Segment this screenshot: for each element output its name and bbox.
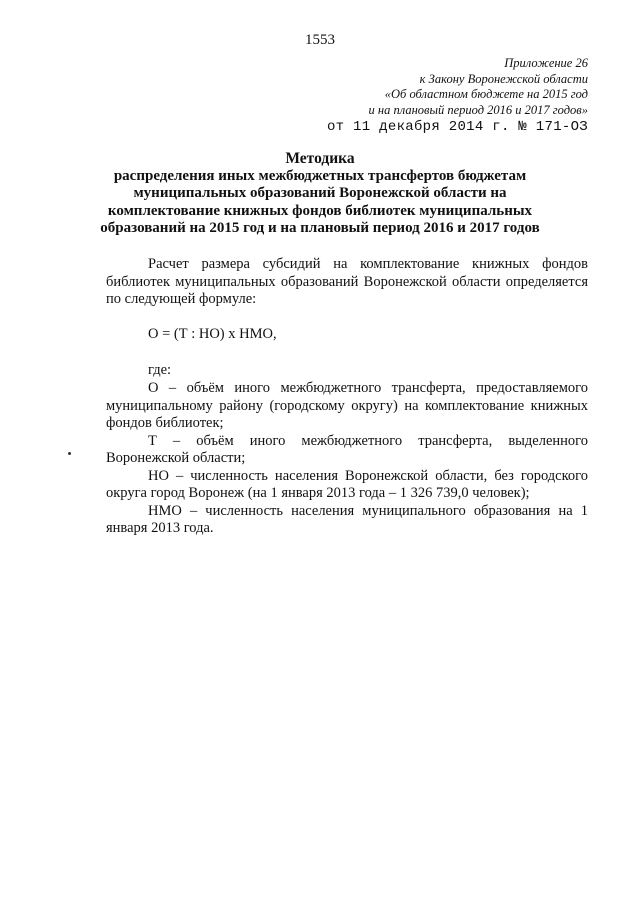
- formula: О = (Т : НО) х НМО,: [148, 326, 277, 342]
- title-line-3: комплектование книжных фондов библиотек муниципальных: [107, 202, 533, 219]
- appendix-line-1: Приложение 26: [504, 56, 588, 70]
- title-line-4: образований на 2015 год и на плановый период 2016 и 2017 годов: [100, 220, 540, 236]
- intro-text: Расчет размера субсидий на комплектование книжных фондов библиотек муниципальных образований Воронежской области определяется по следующей формуле:: [106, 256, 588, 307]
- law-date-stamp: от 11 декабря 2014 г. № 171-ОЗ: [326, 119, 588, 135]
- title-line-1: распределения иных межбюджетных трансфертов бюджетам: [113, 167, 527, 184]
- title-line-2: муниципальных образований Воронежской области на: [133, 185, 507, 201]
- appendix-line-3: «Об областном бюджете на 2015 год: [384, 87, 588, 101]
- intro-paragraph: [106, 256, 588, 309]
- appendix-line-4: и на плановый период 2016 и 2017 годов»: [368, 102, 588, 117]
- title-main: Методика: [285, 150, 355, 167]
- appendix-header: [327, 56, 588, 136]
- definition-t: Т – объём иного межбюджетного трансферта, выделенного Воронежской области;: [106, 432, 588, 466]
- definition-no: НО – численность населения Воронежской области, без городского округа город Воронеж (на 1 января 2013 года – 1 326 739,0 человек);: [106, 467, 588, 501]
- page-number: 1553: [305, 32, 335, 48]
- appendix-line-2: к Закону Воронежской области: [419, 71, 588, 86]
- where-label: где:: [148, 362, 172, 378]
- definition-nmo: НМО – численность населения муниципального образования на 1 января 2013 года.: [106, 502, 588, 536]
- document-title: [60, 150, 580, 238]
- definitions-list: [106, 380, 588, 538]
- scan-speck: [68, 452, 71, 455]
- definition-o: О – объём иного межбюджетного трансферта, предоставляемого муниципальному району (городскому округу) на комплектование книжных фондов библиотек;: [106, 380, 588, 431]
